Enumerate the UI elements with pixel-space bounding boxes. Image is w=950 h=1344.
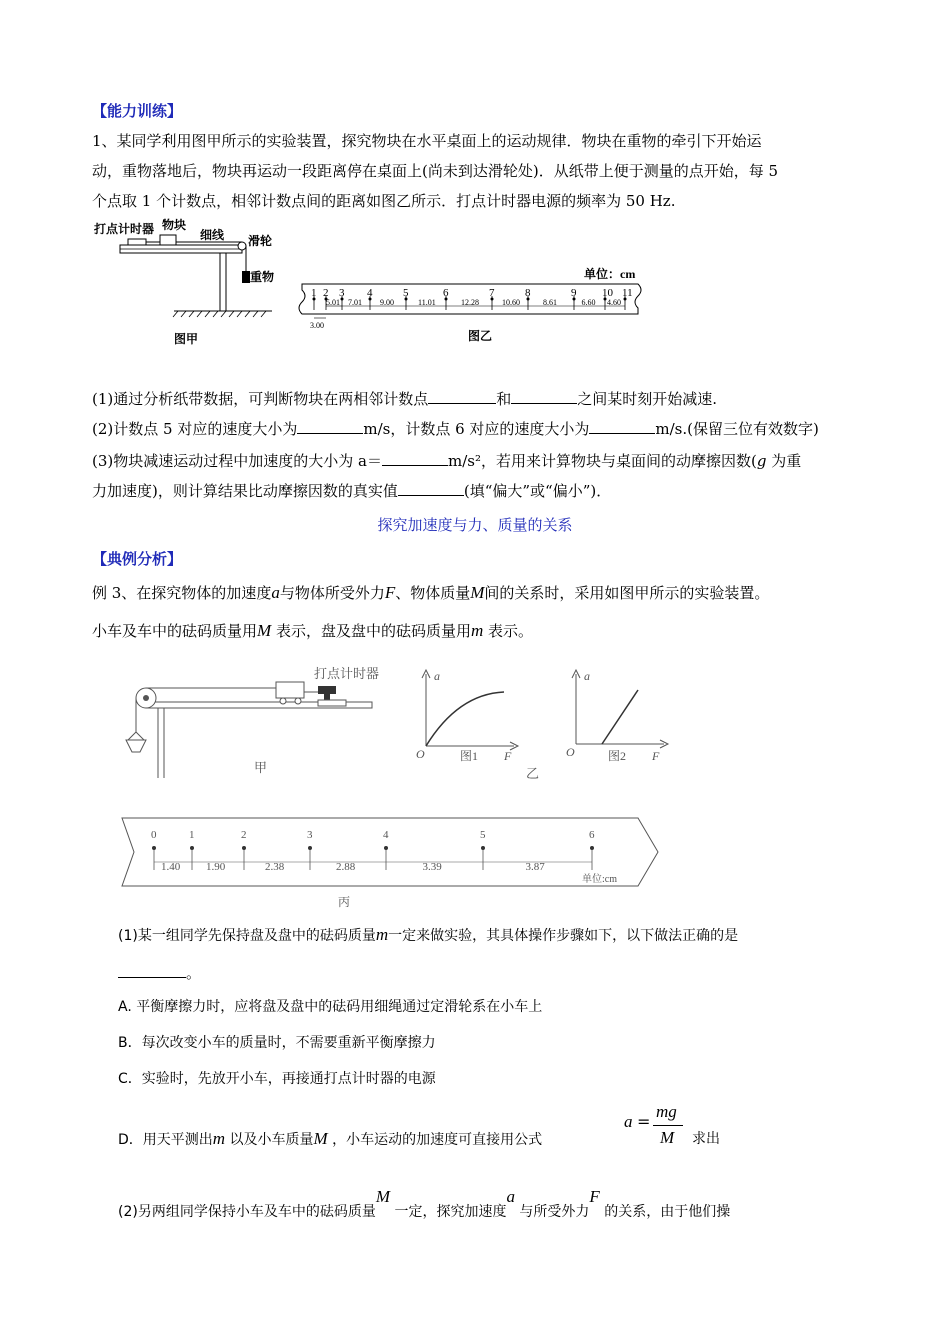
answer-blank-7[interactable] [118,962,186,978]
ex3-timer-label: 打点计时器 [314,666,380,681]
tape1-point-label: 6 [443,287,449,299]
q1-figure-tape [292,262,660,354]
graph-1 [416,669,518,763]
ex3-text-d: 间的关系时，采用如图甲所示的实验装置。 [484,584,770,602]
option-d-text-c: ，小车运动的加速度可直接用公式 [332,1132,543,1148]
symbol-m: m [470,621,484,640]
ex3-figure-graphs [408,664,678,784]
formula-denominator: M [660,1128,675,1147]
tape2-dot [152,846,156,850]
q1-sub3-text-d: 力加速度)，则计算结果比动摩擦因数的真实值 [92,482,398,500]
fig-bing-caption: 丙 [338,895,351,909]
tape2-dot [242,846,246,850]
q1-sub2-text-b: m/s，计数点 6 对应的速度大小为 [363,420,590,438]
tape2-dot [590,846,594,850]
thread-label: 细线 [200,228,225,242]
symbol-M-2: M [257,621,272,640]
ex3-text-a: 例 3、在探究物体的加速度 [92,584,272,602]
answer-blank-3[interactable] [297,418,363,434]
g2-caption: 图2 [608,749,627,763]
tape1-point-label: 5 [403,287,409,299]
tape1-distance-label: 7.01 [348,298,362,307]
topic-title: 探究加速度与力、质量的关系 [377,516,573,534]
ex3-line-2 [92,616,533,646]
tape2-distance-label: 1.40 [161,861,181,873]
tape1-point-label: 2 [323,287,329,299]
tape1-distance-label: 11.01 [418,298,436,307]
ex3-part2 [118,1187,731,1227]
symbol-M-3: M [313,1129,328,1148]
symbol-M-4: M [375,1187,391,1206]
ex3-text-f: 表示，盘及盘中的砝码质量用 [275,622,471,640]
tape2-point-label: 3 [307,829,313,841]
timer-label: 打点计时器 [94,222,155,236]
g2-origin-label: O [566,745,575,759]
q1-figure-apparatus [90,215,290,350]
q1-sub2-text-c: m/s.(保留三位有效数字) [655,420,819,438]
answer-blank-4[interactable] [589,418,655,434]
option-d-text-b: 以及小车质量 [229,1132,314,1148]
g2-x-label: F [652,749,660,763]
answer-blank-1[interactable] [428,388,496,404]
tape1-distance-label: 5.01 [326,298,340,307]
symbol-a-2: a [506,1187,515,1206]
ex3-figure-tape [116,812,666,912]
tape1-point-label: 10 [602,287,613,299]
formula-equals: = [637,1112,651,1131]
ex3-part1-text-a: (1)某一组同学先保持盘及盘中的砝码质量 [118,928,376,944]
q1-sub3 [92,446,801,476]
formula [624,1104,686,1150]
graph-2 [566,669,668,763]
tape1-distance-label: 9.00 [380,298,394,307]
symbol-F: F [384,583,396,602]
tape2-point-label: 6 [589,829,595,841]
ex3-text-g: 表示。 [488,622,534,640]
q1-sub3-line2 [92,476,611,506]
q1-sub1-text-b: 和 [496,390,512,408]
ex3-text-c: 、物体质量 [395,584,471,602]
tape2-distance-label: 3.87 [525,861,545,873]
tape2-point-label: 4 [383,829,389,841]
ex3-part2-text-b: 一定，探究加速度 [394,1204,507,1220]
ex3-part2-text-d: 的关系，由于他们操 [604,1204,731,1220]
q1-sub3-text-b: m/s²，若用来计算物块与桌面间的动摩擦因数( [447,452,757,470]
tape1-point-label: 4 [367,287,373,299]
tape1-point-label: 8 [525,287,531,299]
tape2-dot [384,846,388,850]
section-heading-training: 【能力训练】 [92,102,183,120]
section-heading-example: 【典例分析】 [92,550,183,568]
option-c: C．实验时，先放开小车，再接通打点计时器的电源 [118,1071,436,1087]
tape2-dot [190,846,194,850]
g1-x-label: F [504,749,512,763]
q1-sub2-text-a: (2)计数点 5 对应的速度大小为 [92,420,298,438]
g1-caption: 图1 [460,749,479,763]
answer-blank-5[interactable] [382,450,448,466]
fig-yi-caption: 图乙 [468,329,493,343]
option-b: B．每次改变小车的质量时，不需要重新平衡摩擦力 [118,1035,436,1051]
tape1-point-label: 1 [311,287,317,299]
ex3-part1 [118,920,738,951]
tape2-distance-label: 2.38 [265,861,285,873]
option-d [118,1124,542,1155]
symbol-F-2: F [589,1187,600,1206]
tape2-distance-label: 3.39 [422,861,442,873]
tape1-distance-label: 6.60 [581,298,596,307]
ex3-part1-text-b: 一定来做实验，其具体操作步骤如下，以下做法正确的是 [388,928,739,944]
tape1-point-label: 9 [571,287,577,299]
symbol-M: M [470,583,485,602]
q1-line-3: 个点取 1 个计数点，相邻计数点间的距离如图乙所示．打点计时器电源的频率为 50 Hz. [92,192,676,210]
q1-sub1 [92,384,717,414]
block-label: 物块 [162,218,187,232]
tape1-distance-label: 10.60 [502,298,520,307]
formula-a: a [624,1112,633,1131]
tape2-dot [308,846,312,850]
ex3-fig-jia-caption: 甲 [254,760,268,775]
ex3-line-1 [92,578,769,608]
tape2-point-label: 5 [480,829,486,841]
option-a: A. 平衡摩擦力时，应将盘及盘中的砝码用细绳通过定滑轮系在小车上 [118,999,543,1015]
g2-y-label: a [584,669,590,683]
tape1-distance-label: 12.28 [461,298,479,307]
ex3-part2-text-a: (2)另两组同学保持小车及车中的砝码质量 [118,1204,376,1220]
ex3-fig-yi-caption: 乙 [526,766,540,781]
q1-sub1-text-c: 之间某时刻开始减速. [577,390,718,408]
ex3-part1-period: 。 [186,964,202,982]
answer-blank-2[interactable] [511,388,577,404]
answer-blank-6[interactable] [398,480,464,496]
q1-sub2 [92,414,819,444]
g1-origin-label: O [416,747,425,761]
tape2-distance-label: 2.88 [336,861,356,873]
tape2-point-label: 1 [189,829,195,841]
option-d-text-a: D．用天平测出 [118,1132,213,1148]
q1-sub3-text-e: (填“偏大”或“偏小”)． [463,482,612,500]
symbol-m-2: m [375,925,389,944]
tape1-distance-label: 3.00 [310,321,324,330]
ex3-text-b: 与物体所受外力 [279,584,385,602]
ex3-part2-text-c: 与所受外力 [519,1204,590,1220]
tape2-distance-label: 1.90 [206,861,226,873]
weight-label: 重物 [250,270,275,284]
tape1-distance-label: 4.60 [607,298,621,307]
pulley-label: 滑轮 [248,234,273,248]
symbol-m-3: m [212,1129,226,1148]
option-d-tail: 求出 [692,1131,720,1147]
q1-sub1-text-a: (1)通过分析纸带数据，可判断物块在两相邻计数点 [92,390,429,408]
g-symbol: g [756,452,767,470]
tape1-unit: 单位：cm [584,267,636,281]
ex3-part1-answer-line [118,958,201,988]
tape1-point-label: 7 [489,287,495,299]
fig-jia-caption: 图甲 [174,332,199,346]
q1-line-2: 动，重物落地后，物块再运动一段距离停在桌面上(尚未到达滑轮处)．从纸带上便于测量的点开始，每 5 [92,162,779,180]
ex3-figure-apparatus [118,660,388,785]
tape2-unit: 单位:cm [582,874,617,885]
g1-y-label: a [434,669,440,683]
tape2-point-label: 2 [241,829,247,841]
q1-line-1: 1、某同学利用图甲所示的实验装置，探究物块在水平桌面上的运动规律．物块在重物的牵引下开始运 [92,132,762,150]
formula-numerator: mg [656,1102,677,1121]
tape1-point-label: 11 [622,287,633,299]
tape2-point-label: 0 [151,829,157,841]
q1-sub3-text-c: 为重 [766,452,802,470]
ex3-text-e: 小车及车中的砝码质量用 [92,622,258,640]
tape1-point-label: 3 [339,287,345,299]
fraction-bar [653,1125,683,1126]
tape2-dot [481,846,485,850]
tape1-distance-label: 8.61 [543,298,557,307]
q1-sub3-text-a: (3)物块减速运动过程中加速度的大小为 a＝ [92,452,382,470]
symbol-a: a [271,583,280,602]
